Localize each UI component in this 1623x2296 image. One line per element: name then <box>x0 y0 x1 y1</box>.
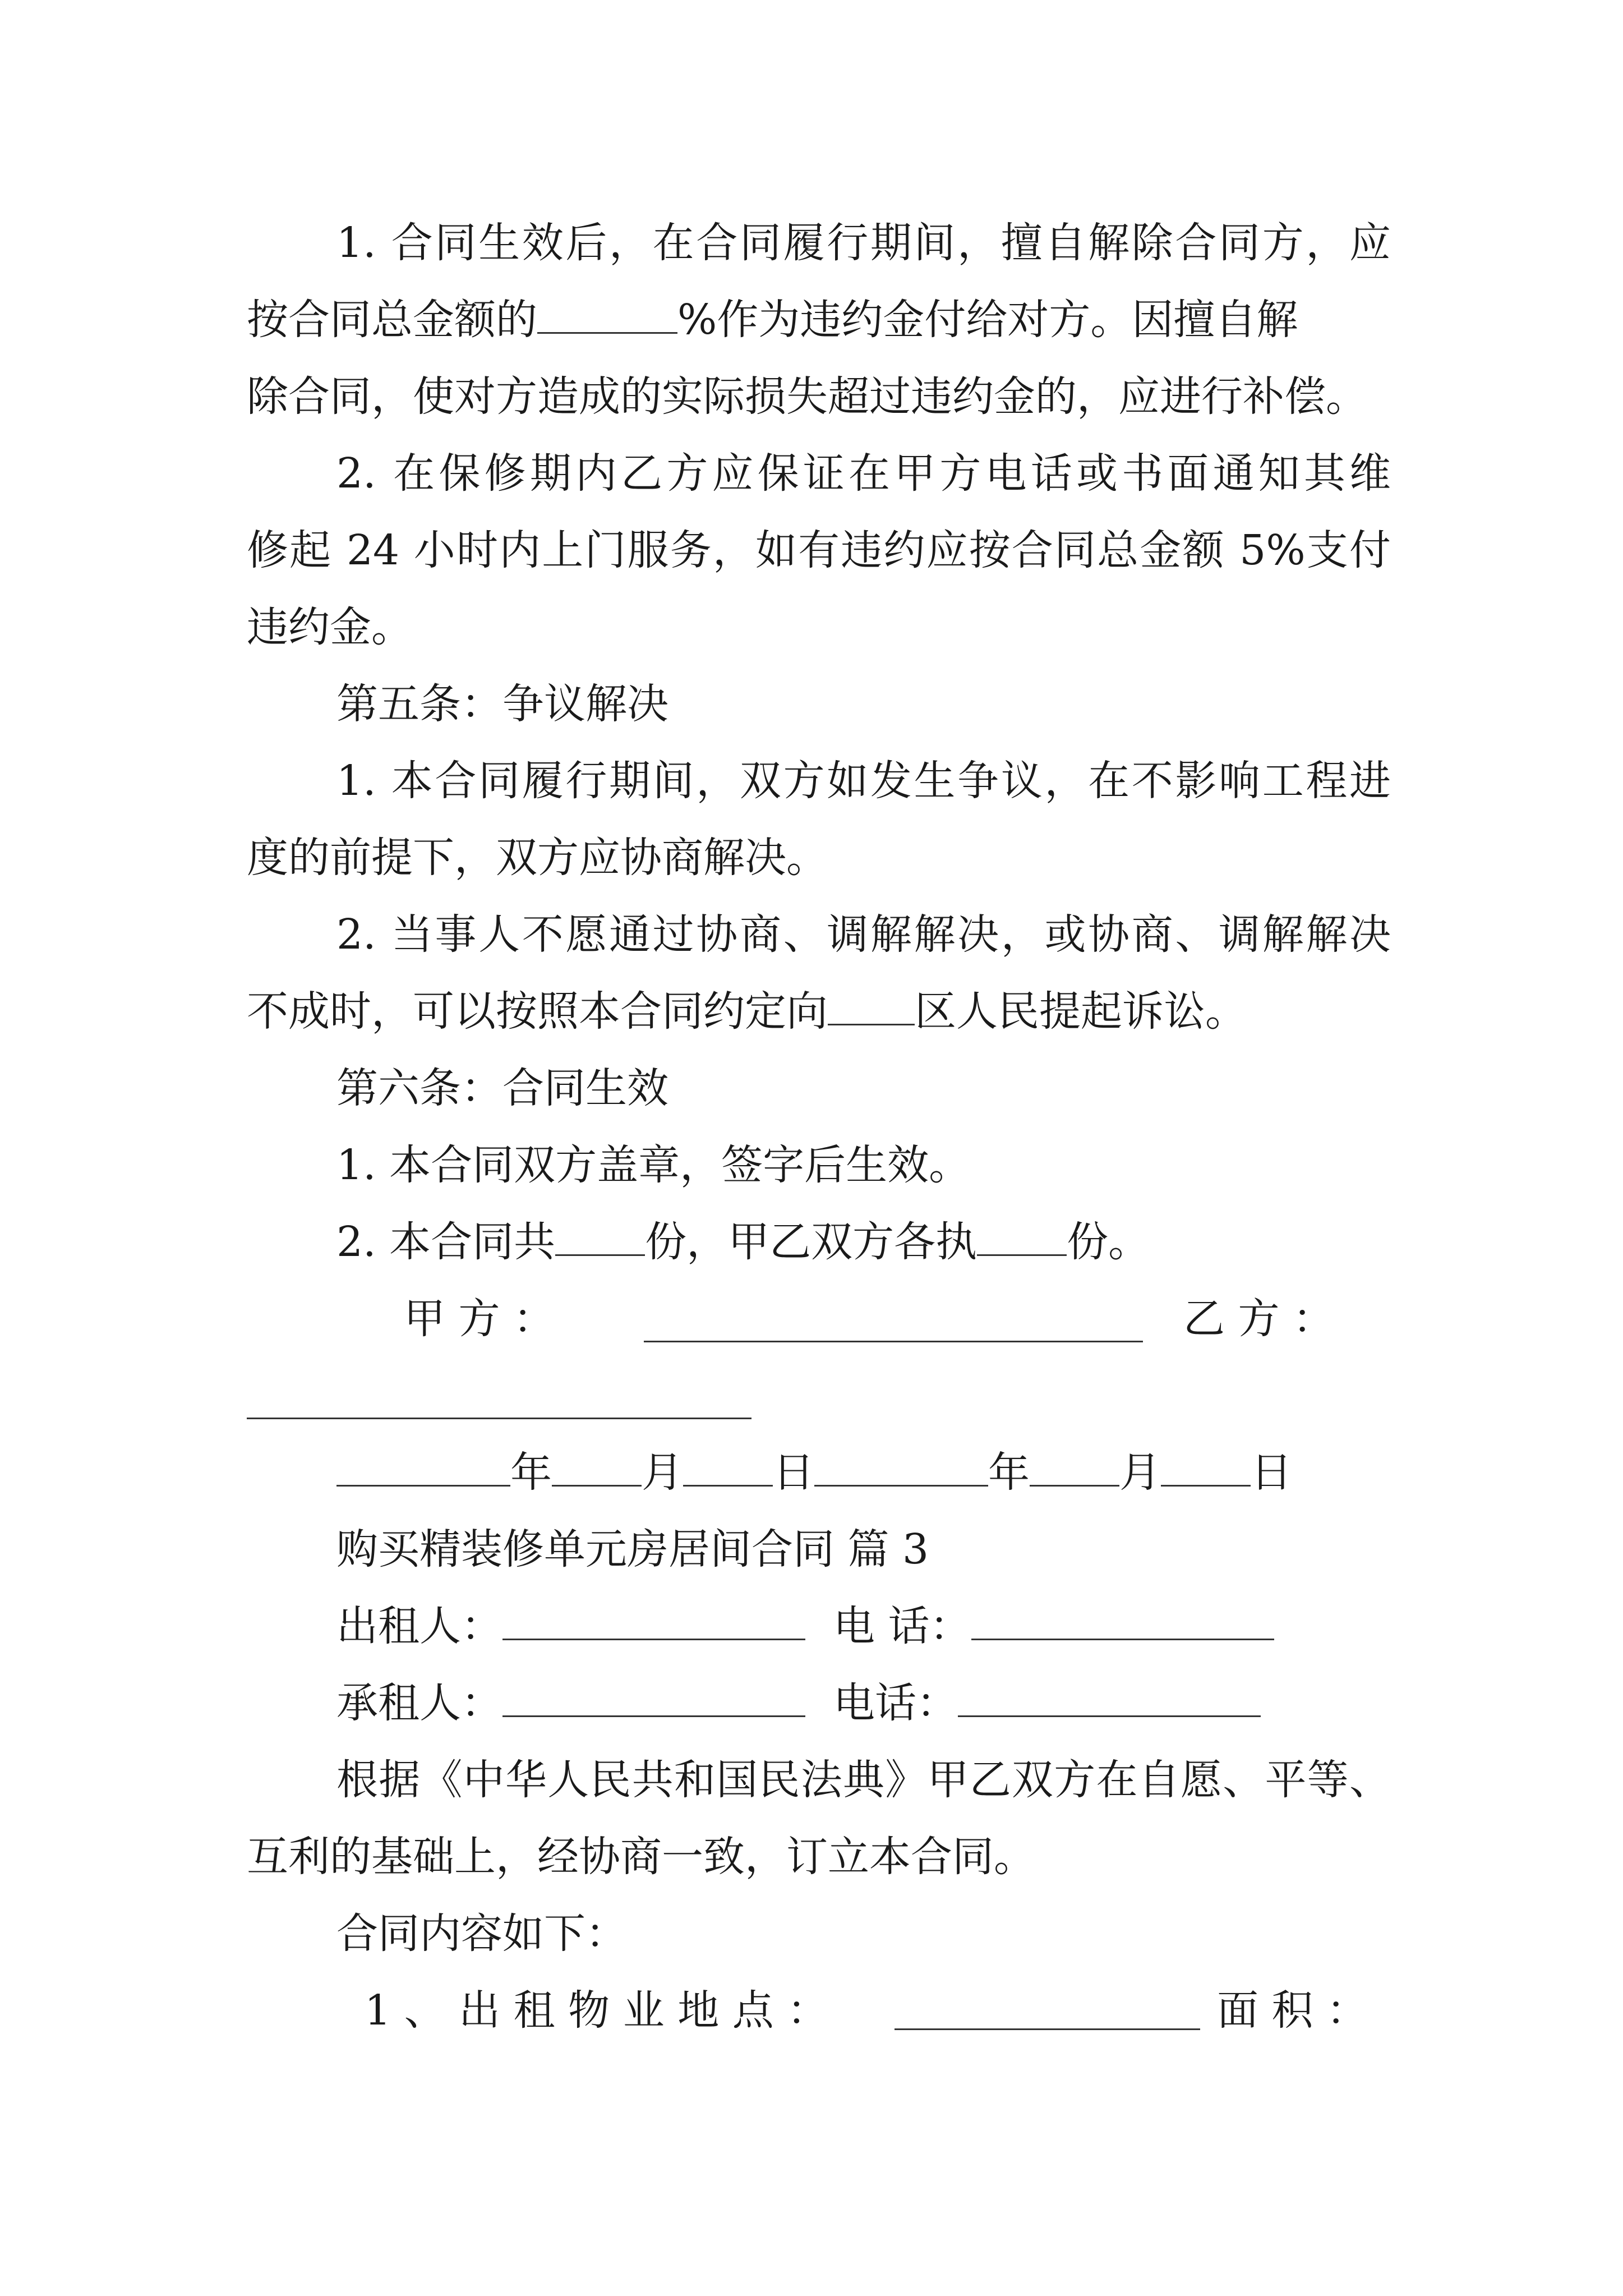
month-label-b: 月 <box>1119 1448 1161 1497</box>
item1-area-label: 面 积 ： <box>1217 1986 1368 2035</box>
lessee-row <box>336 1675 1261 1731</box>
year-label-b: 年 <box>988 1448 1030 1497</box>
lessor-blank <box>502 1604 805 1640</box>
article5-item2-line2-post: 区人民提起诉讼。 <box>915 987 1247 1036</box>
penalty-item1-line2-post: %作为违约金付给对方。因擅自解 <box>677 296 1298 344</box>
article6-item2-pre: 2. 本合同共 <box>336 1218 556 1266</box>
penalty-item2-line2: 修起 24 小时内上门服务，如有违约应按合同总金额 5%支付 <box>247 526 1391 574</box>
section3-intro-line1: 根据《中华人民共和国民法典》甲乙双方在自愿、平等、 <box>336 1756 1391 1804</box>
party-b-label: 乙 方 ： <box>1183 1295 1335 1343</box>
party-b-signature-line <box>247 1418 751 1419</box>
party-a-label: 甲 方 ： <box>404 1295 555 1343</box>
section3-intro-line2: 互利的基础上，经协商一致，订立本合同。 <box>247 1833 1035 1881</box>
lessee-phone-blank <box>958 1681 1261 1717</box>
lessee-phone-label: 电话： <box>833 1679 958 1727</box>
party-a-year-blank <box>336 1450 510 1487</box>
lessor-phone-blank <box>971 1604 1274 1640</box>
penalty-item2-line1: 2. 在保修期内乙方应保证在甲方电话或书面通知其维 <box>336 449 1391 498</box>
date-line <box>336 1444 1292 1501</box>
year-label-a: 年 <box>510 1448 552 1497</box>
lessor-row <box>336 1598 1274 1654</box>
article6-item1: 1. 本合同双方盖章，签字后生效。 <box>336 1141 971 1189</box>
penalty-item1-line2-pre: 按合同总金额的 <box>247 296 537 344</box>
article5-item2-line1: 2. 当事人不愿通过协商、调解解决，或协商、调解解决 <box>336 910 1391 959</box>
party-b-day-blank <box>1161 1450 1251 1487</box>
penalty-item2-line3: 违约金。 <box>247 603 413 651</box>
lessor-label: 出租人： <box>336 1602 502 1650</box>
article5-item1-line2: 度的前提下，双方应协商解决。 <box>247 834 828 882</box>
article6-item2-post: 份。 <box>1067 1218 1150 1266</box>
party-a-month-blank <box>552 1450 642 1487</box>
court-district-blank <box>828 989 915 1025</box>
contents-label: 合同内容如下： <box>336 1910 627 1958</box>
article6-item2-mid: 份，甲乙双方各执 <box>645 1218 978 1266</box>
lessee-blank <box>502 1681 805 1717</box>
party-b-year-blank <box>814 1450 988 1487</box>
copies-total-blank <box>555 1220 645 1256</box>
article6-item2 <box>336 1214 1150 1270</box>
lessee-label: 承租人： <box>336 1679 502 1727</box>
section3-heading: 购买精装修单元房居间合同 篇 3 <box>336 1525 929 1573</box>
penalty-item1-line3: 除合同，使对方造成的实际损失超过违约金的，应进行补偿。 <box>247 372 1367 421</box>
article5-title: 第五条：争议解决 <box>336 680 668 728</box>
penalty-item1-line1: 1. 合同生效后，在合同履行期间，擅自解除合同方，应 <box>336 219 1391 267</box>
article6-title: 第六条：合同生效 <box>336 1064 668 1112</box>
item1-location-blank <box>895 2028 1200 2030</box>
party-a-signature-line <box>644 1341 1143 1342</box>
month-label-a: 月 <box>642 1448 683 1497</box>
penalty-rate-blank <box>537 297 677 334</box>
lessor-phone-label: 电 话： <box>833 1602 971 1650</box>
day-label-a: 日 <box>773 1448 814 1497</box>
penalty-item1-line2 <box>247 292 1298 348</box>
day-label-b: 日 <box>1251 1448 1292 1497</box>
article5-item1-line1: 1. 本合同履行期间，双方如发生争议，在不影响工程进 <box>336 757 1391 805</box>
copies-each-blank <box>977 1220 1067 1256</box>
item1-location-label: 1 、 出 租 物 业 地 点 ： <box>365 1986 829 2035</box>
article5-item2-line2 <box>247 983 1247 1039</box>
party-a-day-blank <box>683 1450 773 1487</box>
party-b-month-blank <box>1030 1450 1119 1487</box>
article5-item2-line2-pre: 不成时，可以按照本合同约定向 <box>247 987 828 1036</box>
